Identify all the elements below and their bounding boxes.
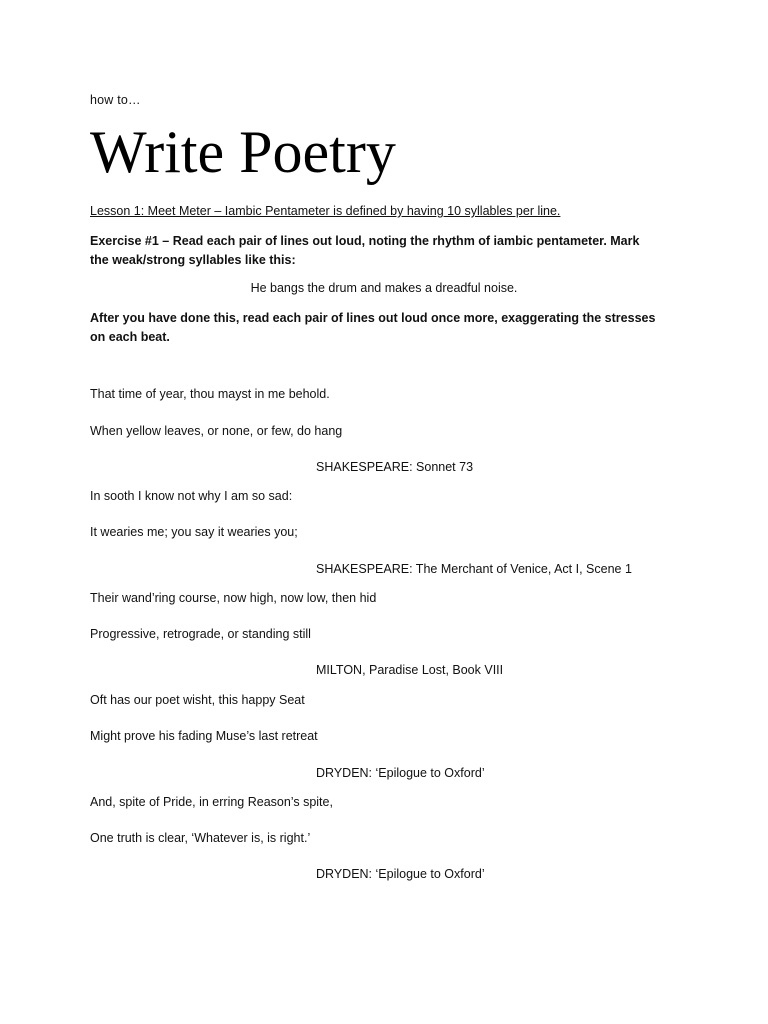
quote-3-line-2: Progressive, retrograde, or standing still — [90, 627, 311, 641]
kicker-text: how to… — [90, 93, 141, 107]
quote-5-line-1: And, spite of Pride, in erring Reason’s spite, — [90, 795, 333, 809]
quote-2-attribution: SHAKESPEARE: The Merchant of Venice, Act I, Scene 1 — [316, 562, 632, 576]
exercise-instruction: Exercise #1 – Read each pair of lines out loud, noting the rhythm of iambic pentameter. Mark the weak/strong syllables like this: — [90, 234, 640, 267]
page-title: Write Poetry — [90, 119, 396, 185]
example-line: He bangs the drum and makes a dreadful noise. — [250, 281, 518, 295]
quote-5-line-2: One truth is clear, ‘Whatever is, is right.’ — [90, 831, 311, 845]
quote-4-attribution: DRYDEN: ‘Epilogue to Oxford’ — [316, 766, 485, 780]
quote-3-attribution: MILTON, Paradise Lost, Book VIII — [316, 663, 504, 677]
quote-1-line-2: When yellow leaves, or none, or few, do hang — [90, 424, 343, 438]
quote-2-line-2: It wearies me; you say it wearies you; — [90, 525, 298, 539]
quote-4-line-2: Might prove his fading Muse’s last retreat — [90, 729, 318, 743]
quote-2-line-1: In sooth I know not why I am so sad: — [90, 489, 293, 503]
after-instruction: After you have done this, read each pair of lines out loud once more, exaggerating the stresses on each beat. — [90, 311, 656, 344]
quote-4-line-1: Oft has our poet wisht, this happy Seat — [90, 693, 305, 707]
quote-1-attribution: SHAKESPEARE: Sonnet 73 — [316, 460, 474, 474]
quote-5-attribution: DRYDEN: ‘Epilogue to Oxford’ — [316, 867, 485, 881]
quote-3-line-1: Their wand’ring course, now high, now low, then hid — [90, 591, 377, 605]
quote-1-line-1: That time of year, thou mayst in me behold. — [90, 387, 330, 401]
lesson-heading: Lesson 1: Meet Meter – Iambic Pentameter is defined by having 10 syllables per line. — [90, 204, 561, 218]
